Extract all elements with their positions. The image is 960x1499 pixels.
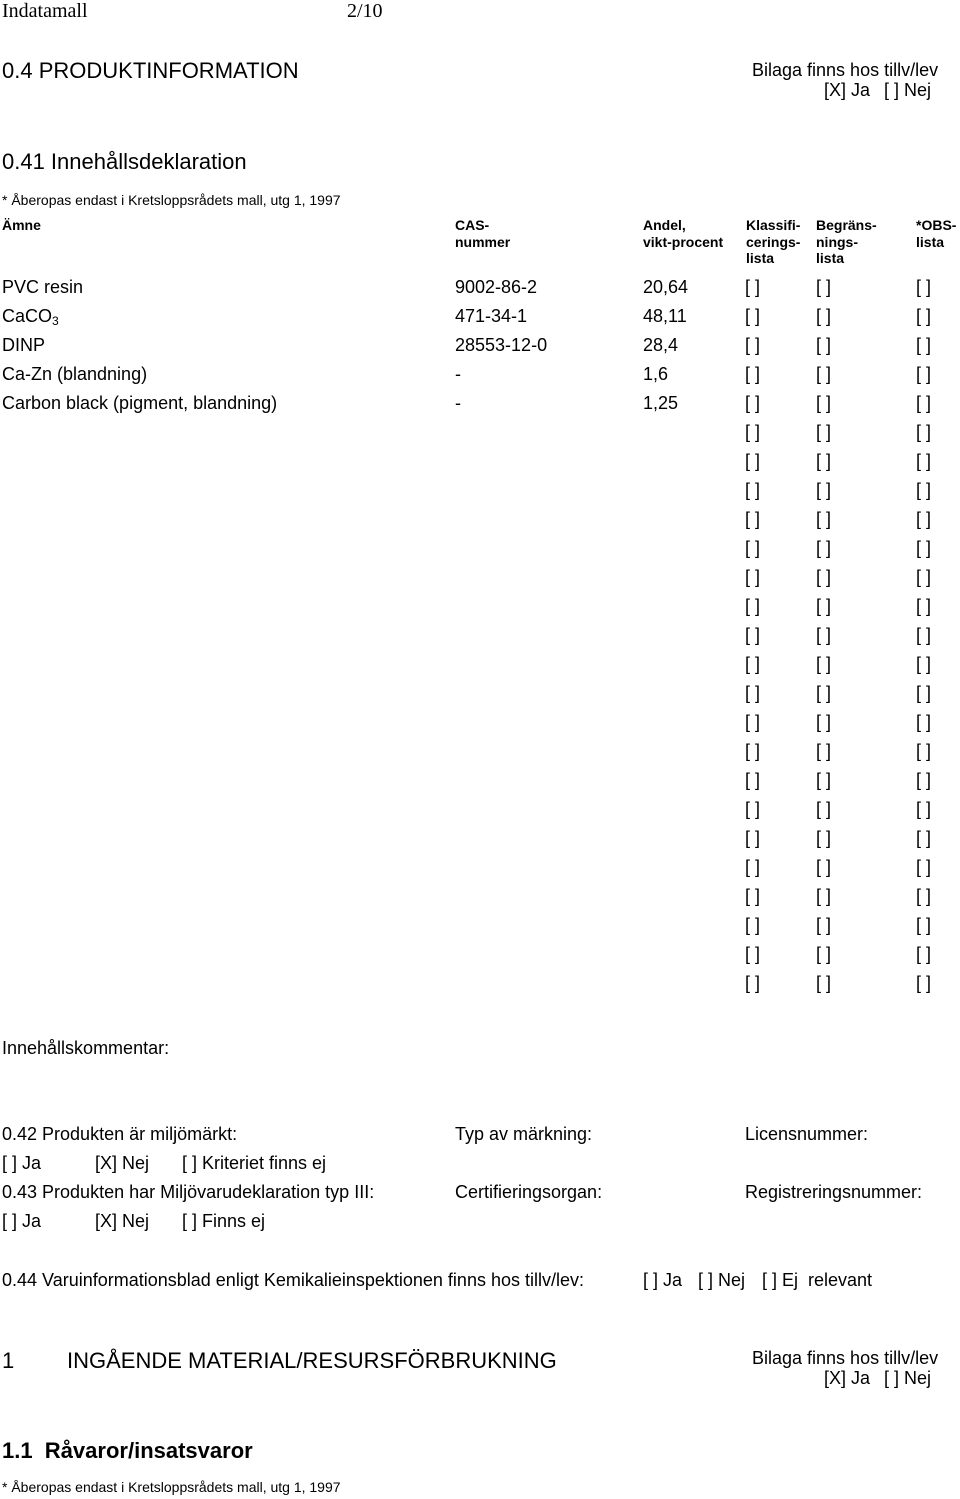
weight-percent: 1,6 [643, 364, 669, 384]
classification-checkbox[interactable]: [ ] [745, 393, 761, 413]
classification-checkbox[interactable]: [ ] [745, 712, 761, 732]
limitation-checkbox[interactable]: [ ] [816, 944, 832, 964]
table-row [0, 306, 960, 335]
obs-checkbox[interactable]: [ ] [916, 712, 932, 732]
substance-name: DINP [2, 335, 46, 355]
classification-checkbox[interactable]: [ ] [745, 944, 761, 964]
classification-checkbox[interactable]: [ ] [745, 799, 761, 819]
table-row [0, 973, 960, 1002]
cas-number: 9002-86-2 [455, 277, 538, 297]
section-1-number: 1 [2, 1348, 15, 1373]
weight-percent: 48,11 [643, 306, 687, 326]
table-row [0, 480, 960, 509]
classification-checkbox[interactable]: [ ] [745, 741, 761, 761]
obs-checkbox[interactable]: [ ] [916, 335, 932, 355]
epd-none-checkbox[interactable]: [ ] Finns ej [182, 1211, 266, 1231]
obs-checkbox[interactable]: [ ] [916, 567, 932, 587]
classification-checkbox[interactable]: [ ] [745, 480, 761, 500]
section-1-attachment-no-checkbox[interactable]: [ ] Nej [884, 1368, 932, 1388]
table-row [0, 712, 960, 741]
limitation-checkbox[interactable]: [ ] [816, 364, 832, 384]
table-row [0, 857, 960, 886]
col-header-share: Andel, vikt-procent [643, 217, 724, 250]
sds-no-checkbox[interactable]: [ ] Nej [698, 1270, 746, 1290]
page-number: 2/10 [347, 0, 383, 22]
classification-checkbox[interactable]: [ ] [745, 770, 761, 790]
limitation-checkbox[interactable]: [ ] [816, 567, 832, 587]
content-comment-label: Innehållskommentar: [2, 1038, 170, 1058]
table-row [0, 451, 960, 480]
obs-checkbox[interactable]: [ ] [916, 306, 932, 326]
table-row [0, 567, 960, 596]
classification-checkbox[interactable]: [ ] [745, 596, 761, 616]
epd-no-checkbox[interactable]: [X] Nej [95, 1211, 150, 1231]
obs-checkbox[interactable]: [ ] [916, 277, 932, 297]
classification-checkbox[interactable]: [ ] [745, 915, 761, 935]
classification-checkbox[interactable]: [ ] [745, 828, 761, 848]
limitation-checkbox[interactable]: [ ] [816, 422, 832, 442]
table-row [0, 741, 960, 770]
sds-na-checkbox[interactable]: [ ] Ej relevant [762, 1270, 873, 1290]
limitation-checkbox[interactable]: [ ] [816, 277, 832, 297]
cas-number: 28553-12-0 [455, 335, 548, 355]
classification-checkbox[interactable]: [ ] [745, 538, 761, 558]
eco-label-question: 0.42 Produkten är miljömärkt: [2, 1124, 238, 1144]
classification-checkbox[interactable]: [ ] [745, 509, 761, 529]
table-row [0, 509, 960, 538]
substance-name: PVC resin [2, 277, 84, 297]
obs-checkbox[interactable]: [ ] [916, 828, 932, 848]
table-row [0, 335, 960, 364]
col-header-substance: Ämne [2, 217, 41, 233]
table-row [0, 393, 960, 422]
label-type-label: Typ av märkning: [455, 1124, 593, 1144]
table-row [0, 886, 960, 915]
obs-checkbox[interactable]: [ ] [916, 683, 932, 703]
sds-question: 0.44 Varuinformationsblad enligt Kemikalieinspektionen finns hos tillv/lev: [2, 1270, 584, 1290]
cas-number: 471-34-1 [455, 306, 528, 326]
template-name: Indatamall [2, 0, 88, 22]
weight-percent: 20,64 [643, 277, 689, 297]
limitation-checkbox[interactable]: [ ] [816, 915, 832, 935]
classification-checkbox[interactable]: [ ] [745, 625, 761, 645]
section-1-title: INGÅENDE MATERIAL/RESURSFÖRBRUKNING [67, 1348, 557, 1373]
limitation-checkbox[interactable]: [ ] [816, 683, 832, 703]
limitation-checkbox[interactable]: [ ] [816, 393, 832, 413]
section-11-note: * Åberopas endast i Kretsloppsrådets mall, utg 1, 1997 [2, 1479, 341, 1495]
col-header-obs: *OBS- lista [916, 217, 957, 250]
limitation-checkbox[interactable]: [ ] [816, 973, 832, 993]
limitation-checkbox[interactable]: [ ] [816, 451, 832, 471]
classification-checkbox[interactable]: [ ] [745, 567, 761, 587]
weight-percent: 1,25 [643, 393, 679, 413]
limitation-checkbox[interactable]: [ ] [816, 799, 832, 819]
section-04-title: 0.4 PRODUKTINFORMATION [2, 58, 299, 83]
substance-name: Carbon black (pigment, blandning) [2, 393, 278, 413]
eco-label-none-checkbox[interactable]: [ ] Kriteriet finns ej [182, 1153, 327, 1173]
cas-number: - [455, 364, 461, 384]
obs-checkbox[interactable]: [ ] [916, 857, 932, 877]
cert-body-label: Certifieringsorgan: [455, 1182, 603, 1202]
obs-checkbox[interactable]: [ ] [916, 973, 932, 993]
license-number-label: Licensnummer: [745, 1124, 869, 1144]
epd-yes-checkbox[interactable]: [ ] Ja [2, 1211, 42, 1231]
obs-checkbox[interactable]: [ ] [916, 509, 932, 529]
limitation-checkbox[interactable]: [ ] [816, 857, 832, 877]
eco-label-no-checkbox[interactable]: [X] Nej [95, 1153, 150, 1173]
classification-checkbox[interactable]: [ ] [745, 335, 761, 355]
section-1-attachment-yes-checkbox[interactable]: [X] Ja [824, 1368, 871, 1388]
obs-checkbox[interactable]: [ ] [916, 422, 932, 442]
limitation-checkbox[interactable]: [ ] [816, 712, 832, 732]
classification-checkbox[interactable]: [ ] [745, 654, 761, 674]
attachment-yes-checkbox[interactable]: [X] Ja [824, 80, 871, 100]
obs-checkbox[interactable]: [ ] [916, 451, 932, 471]
classification-checkbox[interactable]: [ ] [745, 277, 761, 297]
classification-checkbox[interactable]: [ ] [745, 451, 761, 471]
limitation-checkbox[interactable]: [ ] [816, 625, 832, 645]
table-row [0, 770, 960, 799]
section-11-title: 1.1 Råvaror/insatsvaror [2, 1438, 253, 1463]
limitation-checkbox[interactable]: [ ] [816, 306, 832, 326]
limitation-checkbox[interactable]: [ ] [816, 828, 832, 848]
epd-question: 0.43 Produkten har Miljövarudeklaration typ III: [2, 1182, 375, 1202]
obs-checkbox[interactable]: [ ] [916, 741, 932, 761]
registration-number-label: Registreringsnummer: [745, 1182, 923, 1202]
substance-name: Ca-Zn (blandning) [2, 364, 148, 384]
table-row [0, 277, 960, 306]
table-row [0, 944, 960, 973]
classification-checkbox[interactable]: [ ] [745, 364, 761, 384]
col-header-cas: CAS- nummer [455, 217, 511, 250]
limitation-checkbox[interactable]: [ ] [816, 480, 832, 500]
table-row [0, 915, 960, 944]
attachment-label: Bilaga finns hos tillv/lev [752, 60, 939, 80]
table-row [0, 596, 960, 625]
obs-checkbox[interactable]: [ ] [916, 364, 932, 384]
attachment-no-checkbox[interactable]: [ ] Nej [884, 80, 932, 100]
classification-checkbox[interactable]: [ ] [745, 683, 761, 703]
limitation-checkbox[interactable]: [ ] [816, 538, 832, 558]
table-row [0, 538, 960, 567]
obs-checkbox[interactable]: [ ] [916, 770, 932, 790]
cas-number: - [455, 393, 461, 413]
limitation-checkbox[interactable]: [ ] [816, 596, 832, 616]
classification-checkbox[interactable]: [ ] [745, 422, 761, 442]
obs-checkbox[interactable]: [ ] [916, 480, 932, 500]
obs-checkbox[interactable]: [ ] [916, 915, 932, 935]
obs-checkbox[interactable]: [ ] [916, 886, 932, 906]
table-row [0, 625, 960, 654]
weight-percent: 28,4 [643, 335, 679, 355]
col-header-classification: Klassifi- cerings- lista [746, 217, 801, 266]
classification-checkbox[interactable]: [ ] [745, 886, 761, 906]
section-041-title: 0.41 Innehållsdeklaration [2, 149, 247, 174]
mall-note: * Åberopas endast i Kretsloppsrådets mall, utg 1, 1997 [2, 192, 341, 208]
table-row [0, 364, 960, 393]
obs-checkbox[interactable]: [ ] [916, 393, 932, 413]
classification-checkbox[interactable]: [ ] [745, 973, 761, 993]
limitation-checkbox[interactable]: [ ] [816, 886, 832, 906]
classification-checkbox[interactable]: [ ] [745, 857, 761, 877]
substance-name: CaCO$_3$ [2, 306, 59, 328]
obs-checkbox[interactable]: [ ] [916, 799, 932, 819]
col-header-limitation: Begräns- nings- lista [816, 217, 877, 266]
obs-checkbox[interactable]: [ ] [916, 538, 932, 558]
limitation-checkbox[interactable]: [ ] [816, 741, 832, 761]
obs-checkbox[interactable]: [ ] [916, 944, 932, 964]
table-row [0, 799, 960, 828]
limitation-checkbox[interactable]: [ ] [816, 770, 832, 790]
sds-yes-checkbox[interactable]: [ ] Ja [643, 1270, 683, 1290]
table-row [0, 828, 960, 857]
limitation-checkbox[interactable]: [ ] [816, 509, 832, 529]
table-row [0, 683, 960, 712]
table-row [0, 422, 960, 451]
classification-checkbox[interactable]: [ ] [745, 306, 761, 326]
obs-checkbox[interactable]: [ ] [916, 625, 932, 645]
limitation-checkbox[interactable]: [ ] [816, 654, 832, 674]
obs-checkbox[interactable]: [ ] [916, 596, 932, 616]
eco-label-yes-checkbox[interactable]: [ ] Ja [2, 1153, 42, 1173]
table-row [0, 654, 960, 683]
obs-checkbox[interactable]: [ ] [916, 654, 932, 674]
section-1-attachment-label: Bilaga finns hos tillv/lev [752, 1348, 939, 1368]
limitation-checkbox[interactable]: [ ] [816, 335, 832, 355]
